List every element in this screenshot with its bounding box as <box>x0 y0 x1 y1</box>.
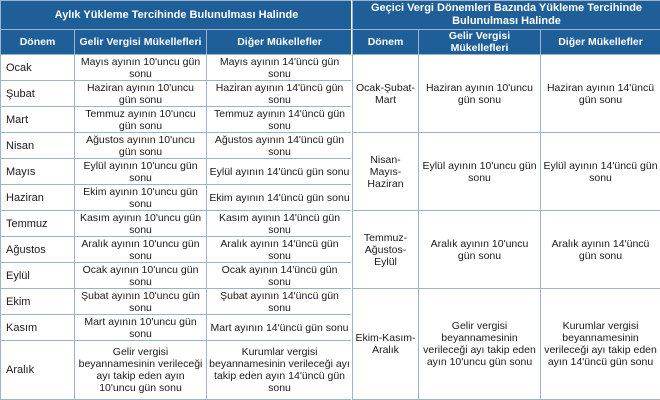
table-row <box>1 55 353 81</box>
monthly-header-period: Dönem <box>1 30 75 55</box>
other-deadline-cell: Mart ayının 14'üncü gün sonu <box>207 315 353 341</box>
period-cell: Ağustos <box>1 237 75 263</box>
period-cell: Nisan-Mayıs-Haziran <box>353 133 419 211</box>
table-row <box>1 81 353 107</box>
table-row <box>353 211 660 289</box>
other-deadline-cell: Temmuz ayının 14'üncü gün sonu <box>207 107 353 133</box>
table-row <box>1 107 353 133</box>
income-deadline-cell: Gelir vergisi beyannamesinin verileceği ayı takip eden ayın 10'uncu gün sonu <box>419 289 541 400</box>
table-row <box>1 263 353 289</box>
table-row <box>353 133 660 211</box>
income-deadline-cell: Aralık ayının 10'uncu gün sonu <box>75 237 207 263</box>
other-deadline-cell: Mayıs ayının 14'üncü gün sonu <box>207 55 353 81</box>
other-deadline-cell: Ocak ayının 14'üncü gün sonu <box>207 263 353 289</box>
income-deadline-cell: Ağustos ayının 10'uncu gün sonu <box>75 133 207 159</box>
table-row <box>353 289 660 400</box>
other-deadline-cell: Eylül ayının 14'üncü gün sonu <box>541 133 660 211</box>
period-cell: Ocak-Şubat-Mart <box>353 55 419 133</box>
income-deadline-cell: Ocak ayının 10'uncu gün sonu <box>75 263 207 289</box>
period-cell: Nisan <box>1 133 75 159</box>
table-row <box>1 211 353 237</box>
income-deadline-cell: Temmuz ayının 10'uncu gün sonu <box>75 107 207 133</box>
income-deadline-cell: Ekim ayının 10'uncu gün sonu <box>75 185 207 211</box>
other-deadline-cell: Şubat ayının 14'üncü gün sonu <box>207 289 353 315</box>
income-deadline-cell: Mart ayının 10'uncu gün sonu <box>75 315 207 341</box>
period-cell: Ocak <box>1 55 75 81</box>
table-row <box>353 55 660 133</box>
quarterly-header-other: Diğer Mükellefler <box>541 30 660 55</box>
quarterly-table <box>352 0 660 400</box>
period-cell: Şubat <box>1 81 75 107</box>
period-cell: Mayıs <box>1 159 75 185</box>
monthly-header-income: Gelir Vergisi Mükellefleri <box>75 30 207 55</box>
monthly-header-other: Diğer Mükellefler <box>207 30 353 55</box>
income-deadline-cell: Aralık ayının 10'uncu gün sonu <box>419 211 541 289</box>
other-deadline-cell: Aralık ayının 14'üncü gün sonu <box>541 211 660 289</box>
other-deadline-cell: Kasım ayının 14'üncü gün sonu <box>207 211 353 237</box>
other-deadline-cell: Haziran ayının 14'üncü gün sonu <box>207 81 353 107</box>
period-cell: Haziran <box>1 185 75 211</box>
income-deadline-cell: Haziran ayının 10'uncu gün sonu <box>75 81 207 107</box>
income-deadline-cell: Gelir vergisi beyannamesinin verileceği ayı takip eden ayın 10'uncu gün sonu <box>75 341 207 400</box>
income-deadline-cell: Şubat ayının 10'uncu gün sonu <box>75 289 207 315</box>
income-deadline-cell: Mayıs ayının 10'uncu gün sonu <box>75 55 207 81</box>
period-cell: Ekim-Kasım-Aralık <box>353 289 419 400</box>
period-cell: Ekim <box>1 289 75 315</box>
period-cell: Mart <box>1 107 75 133</box>
income-deadline-cell: Haziran ayının 10'uncu gün sonu <box>419 55 541 133</box>
period-cell: Eylül <box>1 263 75 289</box>
period-cell: Kasım <box>1 315 75 341</box>
other-deadline-cell: Kurumlar vergisi beyannamesinin verileceği ayı takip eden ayın 14'üncü gün sonu <box>207 341 353 400</box>
period-cell: Temmuz-Ağustos-Eylül <box>353 211 419 289</box>
table-row <box>1 185 353 211</box>
table-row <box>1 289 353 315</box>
table-row <box>1 341 353 400</box>
other-deadline-cell: Haziran ayının 14'üncü gün sonu <box>541 55 660 133</box>
quarterly-header-period: Dönem <box>353 30 419 55</box>
income-deadline-cell: Eylül ayının 10'uncu gün sonu <box>419 133 541 211</box>
table-row <box>1 133 353 159</box>
other-deadline-cell: Aralık ayının 14'üncü gün sonu <box>207 237 353 263</box>
table-row <box>1 159 353 185</box>
quarterly-table-title: Geçici Vergi Dönemleri Bazında Yükleme Tercihinde Bulunulması Halinde <box>353 1 660 30</box>
income-deadline-cell: Kasım ayının 10'uncu gün sonu <box>75 211 207 237</box>
period-cell: Temmuz <box>1 211 75 237</box>
income-deadline-cell: Eylül ayının 10'uncu gün sonu <box>75 159 207 185</box>
quarterly-header-income: Gelir Vergisi Mükellefleri <box>419 30 541 55</box>
other-deadline-cell: Ekim ayının 14'üncü gün sonu <box>207 185 353 211</box>
other-deadline-cell: Eylül ayının 14'üncü gün sonu <box>207 159 353 185</box>
monthly-table-title: Aylık Yükleme Tercihinde Bulunulması Halinde <box>1 1 353 30</box>
table-row <box>1 315 353 341</box>
table-row <box>1 237 353 263</box>
other-deadline-cell: Kurumlar vergisi beyannamesinin verileceği ayı takip eden ayın 14'üncü gün sonu <box>541 289 660 400</box>
period-cell: Aralık <box>1 341 75 400</box>
other-deadline-cell: Ağustos ayının 14'üncü gün sonu <box>207 133 353 159</box>
